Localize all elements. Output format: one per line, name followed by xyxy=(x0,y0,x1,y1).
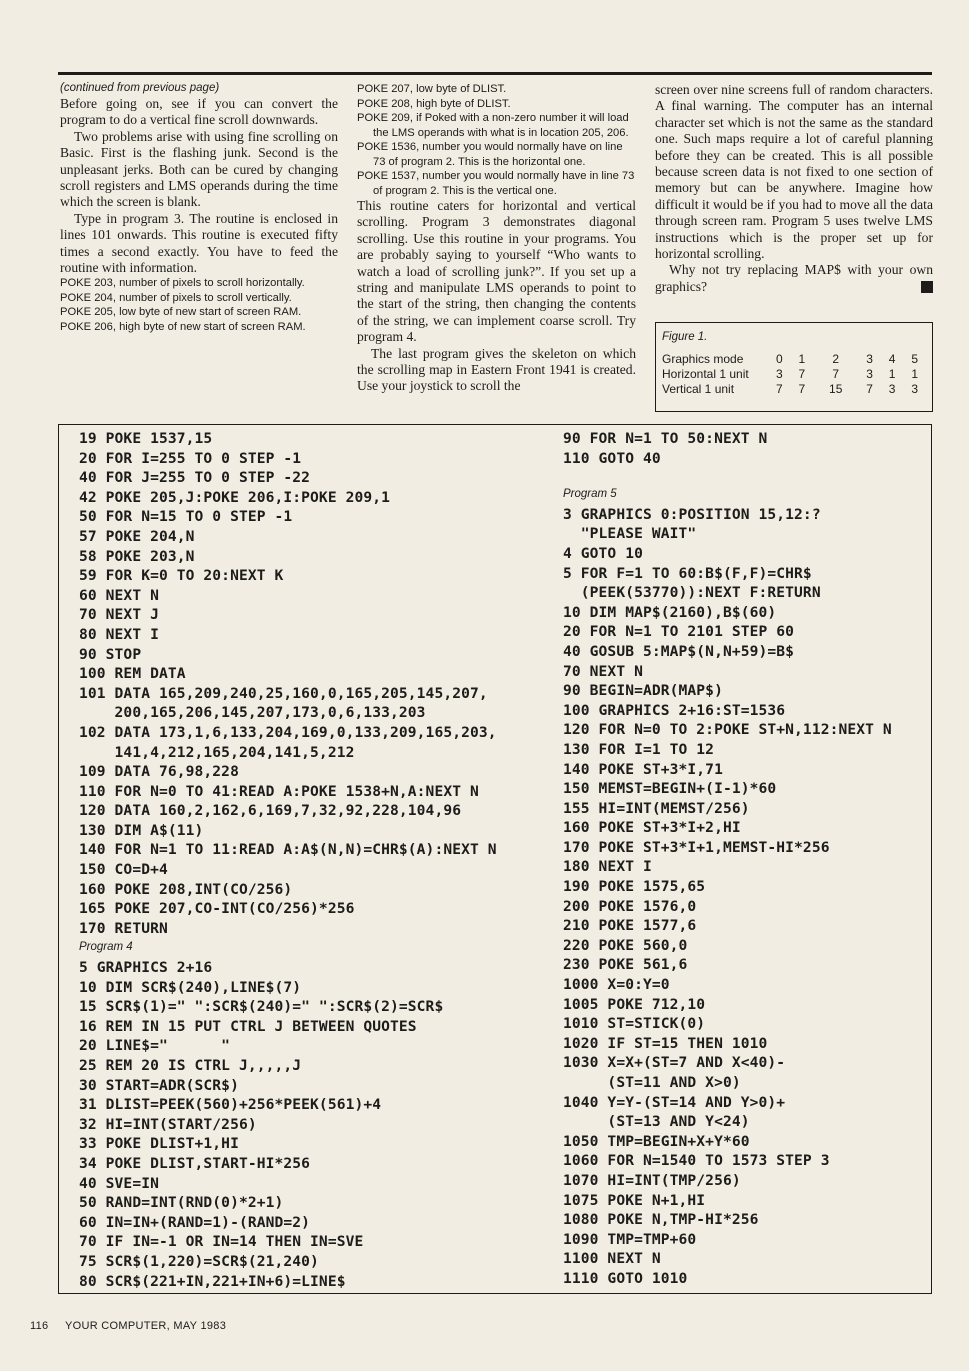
poke-item: POKE 1537, number you would normally have in line 73 of program 2. This is the vertical one. xyxy=(357,170,635,197)
page-footer xyxy=(30,1320,226,1332)
poke-item: POKE 209, if Poked with a non-zero number it will load the LMS operands with what is in location 205, 206. xyxy=(357,112,629,139)
listing-column-left xyxy=(79,429,569,1291)
spacer xyxy=(563,468,933,485)
table-cell: 5 xyxy=(911,351,919,366)
poke-item: POKE 205, low byte of new start of screen RAM. xyxy=(60,306,302,319)
table-cell: 0 xyxy=(775,351,783,366)
program-listing-box xyxy=(58,424,932,1294)
paragraph: The last program gives the skeleton on which the scrolling map in Eastern Front 1941 is created. Use your joystick to scroll the xyxy=(357,345,636,394)
figure-table xyxy=(662,351,926,396)
figure-caption: Figure 1. xyxy=(662,331,708,343)
figure-1-box xyxy=(655,322,933,412)
table-cell: 7 xyxy=(775,381,783,396)
paragraph: Before going on, see if you can convert the program to do a vertical fine scroll downwards. xyxy=(60,96,338,128)
poke-item: POKE 207, low byte of DLIST. xyxy=(357,83,507,95)
paragraph xyxy=(655,262,933,295)
row-label: Horizontal 1 unit xyxy=(662,366,749,381)
text-column-1 xyxy=(60,82,338,334)
table-row xyxy=(662,351,926,366)
paragraph: screen over nine screens full of random characters. A final warning. The computer has an internal character set which is not the same as the standard one. Such maps require a lot of careful planning before they can be created. This is all possible because screen data is not fixed to one section of memory but can be anywhere. Imagine how difficult it would be if you had to move all the data through screen ram. Program 5 uses twelve LMS instructions which is the proper set up for horizontal scrolling. xyxy=(655,82,933,262)
text-column-2 xyxy=(357,82,636,395)
program-4-code: 5 GRAPHICS 2+16 10 DIM SCR$(240),LINE$(7) 15 SCR$(1)=" ":SCR$(240)=" ":SCR$(2)=SCR$ 16 REM IN 15 PUT CTRL J BETWEEN QUOTES 20 LINE$=" " 25 REM 20 IS CTRL J,,,,,J 30 START=ADR(SCR$) 31 DLIST=PEEK(560)+256*PEEK(561)+4 32 HI=INT(START/256) 33 POKE DLIST+1,HI 34 POKE DLIST,START-HI*256 40 SVE=IN 50 RAND=INT(RND(0)*2+1) 60 IN=IN+(RAND=1)-(RAND=2) 70 IF IN=-1 OR IN=14 THEN IN=SVE 75 SCR$(1,220)=SCR$(21,240) 80 SCR$(221+IN,221+IN+6)=LINE$ xyxy=(79,959,444,1290)
continued-note: (continued from previous page) xyxy=(60,82,220,94)
table-cell: 3 xyxy=(911,381,919,396)
poke-item: POKE 203, number of pixels to scroll horizontally. xyxy=(60,277,305,290)
program-5-code: 3 GRAPHICS 0:POSITION 15,12:? "PLEASE WAIT" 4 GOTO 10 5 FOR F=1 TO 60:B$(F,F)=CHR$ (PEEK(53770)):NEXT F:RETURN 10 DIM MAP$(2160),B$(60) 20 FOR N=1 TO 2101 STEP 60 40 GOSUB 5:MAP$(N,N+59)=B$ 70 NEXT N 90 BEGIN=ADR(MAP$) 100 GRAPHICS 2+16:ST=1536 120 FOR N=0 TO 2:POKE ST+N,112:NEXT N 130 FOR I=1 TO 12 140 POKE ST+3*I,71 150 MEMST=BEGIN+(I-1)*60 155 HI=INT(MEMST/256) 160 POKE ST+3*I+2,HI 170 POKE ST+3*I+1,MEMST-HI*256 180 NEXT I 190 POKE 1575,65 200 POKE 1576,0 210 POKE 1577,6 220 POKE 560,0 230 POKE 561,6 1000 X=0:Y=0 1005 POKE 712,10 1010 ST=STICK(0) 1020 IF ST=15 THEN 1010 1030 X=X+(ST=7 AND X<40)- (ST=11 AND X>0) 1040 Y=Y-(ST=14 AND Y>0)+ (ST=13 AND Y<24) 1050 TMP=BEGIN+X+Y*60 1060 FOR N=1540 TO 1573 STEP 3 1070 HI=INT(TMP/256) 1075 POKE N+1,HI 1080 POKE N,TMP-HI*256 1090 TMP=TMP+60 1100 NEXT N 1110 GOTO 1010 xyxy=(563,505,892,1287)
table-cell: 7 xyxy=(798,381,806,396)
program-4-label: Program 4 xyxy=(79,941,133,954)
text-column-3 xyxy=(655,82,933,295)
table-cell: 15 xyxy=(829,381,843,396)
table-cell: 1 xyxy=(798,351,806,366)
program-4-code-end: 90 FOR N=1 TO 50:NEXT N 110 GOTO 40 xyxy=(563,430,768,467)
program-5-label: Program 5 xyxy=(563,488,617,501)
table-cell: 3 xyxy=(888,381,896,396)
poke-item: POKE 1536, number you would normally have on line 73 of program 2. This is the horizontal one. xyxy=(357,141,623,168)
paragraph: Two problems arise with using fine scrolling on Basic. First is the flashing junk. Second is the unpleasant jerks. Both can be cured by changing scroll registers and LMS operands during the time which the screen is blank. xyxy=(60,128,338,210)
table-cell: 7 xyxy=(866,381,873,396)
table-cell: 3 xyxy=(866,351,873,366)
magazine-issue: YOUR COMPUTER, MAY 1983 xyxy=(64,1320,227,1332)
table-row xyxy=(662,381,926,396)
table-cell: 1 xyxy=(911,366,919,381)
end-of-article-mark xyxy=(921,281,933,293)
table-cell: 2 xyxy=(832,351,840,366)
row-label: Vertical 1 unit xyxy=(662,381,735,396)
poke-item: POKE 204, number of pixels to scroll vertically. xyxy=(60,291,292,304)
top-rule xyxy=(58,72,932,75)
table-row xyxy=(662,366,926,381)
table-cell: 7 xyxy=(798,366,806,381)
poke-item: POKE 206, high byte of new start of screen RAM. xyxy=(60,320,306,333)
poke-item: POKE 208, high byte of DLIST. xyxy=(357,97,511,110)
listing-column-right xyxy=(563,429,933,1289)
paragraph: This routine caters for horizontal and vertical scrolling. Program 3 demonstrates diagonal scrolling. Use this routine in your programs. You are probably saying to yourself “Who wants to watch a load of scrolling junk?”. If you set up a string and manipulate LMS operands to point to the start of the string, then changing the contents of the string, we can implement coarse scroll. Try program 4. xyxy=(357,198,636,345)
table-cell: 1 xyxy=(888,366,896,381)
program-3-code: 19 POKE 1537,15 20 FOR I=255 TO 0 STEP -1 40 FOR J=255 TO 0 STEP -22 42 POKE 205,J:POKE 206,I:POKE 209,1 50 FOR N=15 TO 0 STEP -1 57 POKE 204,N 58 POKE 203,N 59 FOR K=0 TO 20:NEXT K 60 NEXT N 70 NEXT J 80 NEXT I 90 STOP 100 REM DATA 101 DATA 165,209,240,25,160,0,165,205,145,207, 200,165,206,145,207,173,0,6,133,203 102 DATA 173,1,6,133,204,169,0,133,209,165,203, 141,4,212,165,204,141,5,212 109 DATA 76,98,228 110 FOR N=0 TO 41:READ A:POKE 1538+N,A:NEXT N 120 DATA 160,2,162,6,169,7,32,92,228,104,96 130 DIM A$(11) 140 FOR N=1 TO 11:READ A:A$(N,N)=CHR$(A):NEXT N 150 CO=D+4 160 POKE 208,INT(CO/256) 165 POKE 207,CO-INT(CO/256)*256 170 RETURN xyxy=(79,430,497,937)
table-cell: 4 xyxy=(888,351,896,366)
table-cell: 3 xyxy=(866,366,873,381)
table-cell: 3 xyxy=(775,366,783,381)
page-number: 116 xyxy=(30,1320,49,1332)
row-label: Graphics mode xyxy=(662,351,744,366)
table-cell: 7 xyxy=(832,366,840,381)
closing-question: Why not try replacing MAP$ with your own graphics? xyxy=(655,262,933,294)
paragraph: Type in program 3. The routine is enclosed in lines 101 onwards. This routine is executed fifty times a second exactly. You have to feed the routine with information. xyxy=(60,210,338,276)
